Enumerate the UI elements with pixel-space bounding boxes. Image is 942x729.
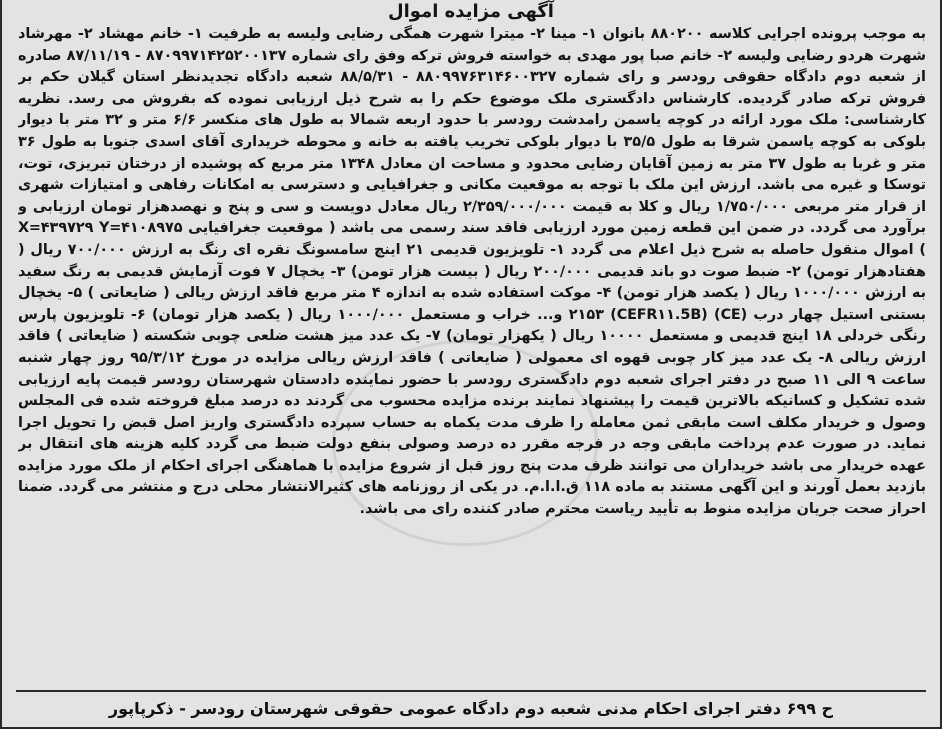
footer-divider: [16, 690, 926, 692]
notice-body: به موجب پرونده اجرایی کلاسه ۸۸۰۲۰۰ بانوان ۱- مینا ۲- میترا شهرت همگی رضایی ولیسه به طرفیت ۱- خانم مهشاد ۲- مهرشاد شهرت هردو رضایی ولیسه ۲- خانم صبا پور مهدی به خواسته فروش ترکه وفق رای شماره ۸۷۰۹۹۷۱۴۲۵۲۰۰۱۳۷ - ۸۷/۱۱/۱۹ صادره از شعبه دوم دادگاه حقوقی رودسر و رای شماره ۸۸۰۹۹۷۶۳۱۴۶۰۰۳۲۷ - ۸۸/۵/۳۱ شعبه دادگاه تجدیدنظر استان گیلان حکم بر فروش ترکه صادر گردیده. کارشناس دادگستری ملک موضوع حکم را به شرح ذیل ارزیابی نموده که بفروش می رسد. نظریه کارشناسی: ملک مورد ارائه در کوچه یاسمن رامدشت رودسر با حدود اربعه شمالا به طول های منکسر ۶/۶ متر و ۳۲ متر با دیوار بلوکی به کوچه یاسمن شرقا به طول ۳۵/۵ با دیوار بلوکی تخریب یافته به خانه و محوطه خریداری آقای اسدی جنوبا به طول ۳۶ متر و غربا به طول ۳۷ متر به زمین آقایان رضایی محدود و مساحت ان معادل ۱۳۴۸ متر مربع که پوشیده از درختان تبریزی، توت، توسکا و غیره می باشد. ارزش این ملک با توجه به موقعیت مکانی و جغرافیایی و دسترسی به امکانات رفاهی و امتیازات شهری از قرار متر مربعی ۱/۷۵۰/۰۰۰ ریال و کلا به قیمت ۲/۳۵۹/۰۰۰/۰۰۰ ریال معادل دویست و سی و پنج و نهصدهزار تومان ارزیابی و برآورد می گردد. در ضمن این قطعه زمین مورد ارزیابی فاقد سند رسمی می باشد ( موقعیت جغرافیایی X=۴۳۹۷۲۹ Y=۴۱۰۸۹۷۵ ) اموال منقول حاصله به شرح ذیل اعلام می گردد ۱- تلویزیون قدیمی ۲۱ اینچ سامسونگ نقره ای رنگ به ارزش ۷۰۰/۰۰۰ ریال ( هفتادهزار تومن) ۲- ضبط صوت دو باند قدیمی ۲۰۰/۰۰۰ ریال ( بیست هزار تومن) ۳- یخچال ۷ فوت آزمایش قدیمی به رنگ سفید به ارزش ۱۰۰۰/۰۰۰ ریال ( یکصد هزار تومن) ۴- موکت استفاده شده به اندازه ۴ متر مربع فاقد ارزش ریالی ( ضایعاتی ) ۵- یخچال بستنی استیل چهار درب (CE) (CEFR۱۱.5B) ۲۱۵۳ و... خراب و مستعمل ۱۰۰۰/۰۰۰ ریال ( یکصد هزار تومان) ۶- تلویزیون پارس رنگی خردلی ۱۸ اینچ قدیمی و مستعمل ۱۰۰۰۰ ریال ( یکهزار تومان) ۷- یک عدد میز هشت ضلعی چوبی شکسته ( ضایعاتی ) فاقد ارزش ریالی ۸- یک عدد میز کار چوبی قهوه ای معمولی ( ضایعاتی ) فاقد ارزش ریالی مزایده در مورخ ۹۵/۳/۱۲ روز چهار شنبه ساعت ۹ الی ۱۱ صبح در دفتر اجرای شعبه دوم دادگستری رودسر با حضور نماینده دادستان شهرستان رودسر قیمت پایه ارزیابی شده تشکیل و کسانیکه بالاترین قیمت را پیشنهاد نمایند برنده مزایده محسوب می گردند ده درصد مبلغ فروخته شده فی المجلس وصول و خریدار مکلف است مابقی ثمن معامله را ظرف مدت یکماه به حساب سپرده دادگستری واریز اصل قبض را تحویل اجرا نماید. در صورت عدم پرداخت مابقی وجه در فرجه مقرر ده درصد وصولی بنفع دولت ضبط می گردد کلیه هزینه های انتقال بر عهده خریدار می باشد خریداران می توانند ظرف مدت پنج روز قبل از شروع مزایده با هماهنگی اجرای احکام از ملک مورد مزایده بازدید بعمل آورند و این آگهی مستند به ماده ۱۱۸ ق.ا.ا.م. در یکی از روزنامه های کثیرالانتشار محلی درج و منتشر می گردد. ضمنا احراز صحت جریان مزایده منوط به تأیید ریاست محترم صادر کننده رای می باشد.: [18, 26, 926, 518]
notice-title: آگهی مزایده اموال: [388, 1, 554, 22]
notice-footer: ح ۶۹۹ دفتر اجرای احکام مدنی شعبه دوم دادگاه عمومی حقوقی شهرستان رودسر - ذکرپاپور: [108, 699, 834, 718]
